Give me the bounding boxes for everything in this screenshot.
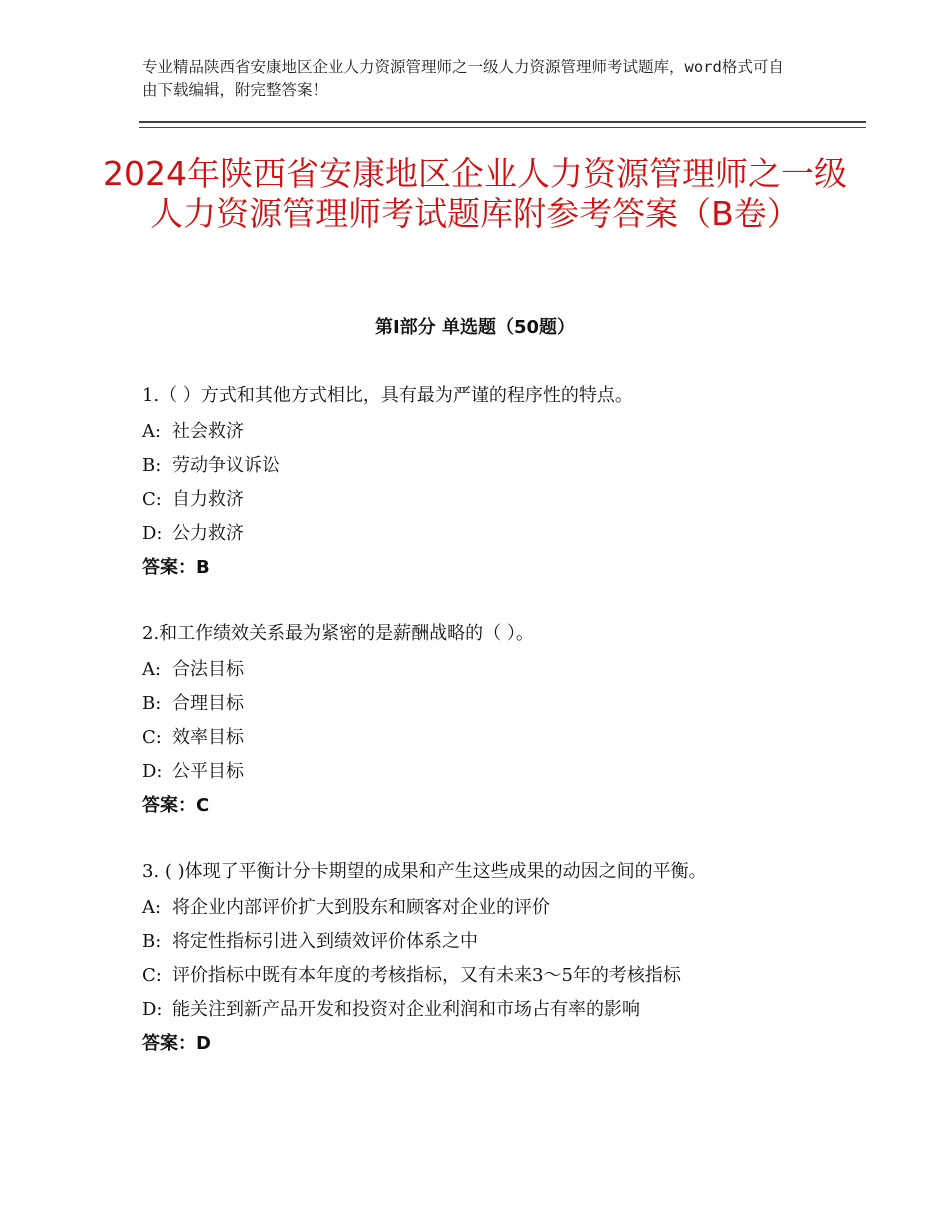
option-c [142, 959, 822, 993]
option-c [142, 721, 822, 755]
option-key: D: [142, 761, 163, 782]
question-text: 3. ( )体现了平衡计分卡期望的成果和产生这些成果的动因之间的平衡。 [142, 861, 707, 882]
option-text: 合理目标 [172, 693, 244, 714]
answer: 答案：C [142, 795, 210, 816]
option-key: D: [142, 999, 163, 1020]
question-text: 1.（ ）方式和其他方式相比，具有最为严谨的程序性的特点。 [142, 385, 633, 406]
option-a [142, 891, 822, 925]
question-2 [142, 619, 822, 823]
answer: 答案：B [142, 557, 210, 578]
question-text: 2.和工作绩效关系最为紧密的是薪酬战略的（ ）。 [142, 623, 534, 644]
option-a [142, 653, 822, 687]
header-note: 专业精品陕西省安康地区企业人力资源管理师之一级人力资源管理师考试题库，word格式可自由下载编辑，附完整答案！ [142, 58, 784, 99]
question-3 [142, 857, 822, 1061]
option-text: 自力救济 [172, 489, 244, 510]
answer: 答案：D [142, 1033, 211, 1054]
document-title: 2024年陕西省安康地区企业人力资源管理师之一级人力资源管理师考试题库附参考答案（B卷） [103, 154, 847, 233]
option-d [142, 517, 822, 551]
option-text: 公平目标 [172, 761, 244, 782]
section-heading: 第Ⅰ部分 单选题（50题） [374, 317, 575, 338]
option-b [142, 687, 822, 721]
option-c [142, 483, 822, 517]
option-key: A: [142, 897, 162, 918]
option-text: 将定性指标引进入到绩效评价体系之中 [172, 931, 478, 952]
option-text: 将企业内部评价扩大到股东和顾客对企业的评价 [172, 897, 550, 918]
header-divider-thick [139, 121, 866, 123]
option-a [142, 415, 822, 449]
option-key: B: [142, 455, 162, 476]
option-key: A: [142, 421, 162, 442]
option-b [142, 925, 822, 959]
option-d [142, 755, 822, 789]
option-text: 劳动争议诉讼 [172, 455, 280, 476]
option-key: C: [142, 489, 162, 510]
option-text: 效率目标 [172, 727, 244, 748]
option-d [142, 993, 822, 1027]
option-key: C: [142, 727, 162, 748]
option-key: D: [142, 523, 163, 544]
option-key: C: [142, 965, 162, 986]
option-text: 合法目标 [172, 659, 244, 680]
question-1 [142, 381, 822, 585]
option-b [142, 449, 822, 483]
option-text: 社会救济 [172, 421, 244, 442]
option-key: B: [142, 931, 162, 952]
option-text: 公力救济 [172, 523, 244, 544]
option-text: 能关注到新产品开发和投资对企业利润和市场占有率的影响 [172, 999, 640, 1020]
option-text: 评价指标中既有本年度的考核指标，又有未来3～5年的考核指标 [172, 965, 681, 986]
option-key: A: [142, 659, 162, 680]
header-divider-thin [139, 127, 866, 128]
option-key: B: [142, 693, 162, 714]
